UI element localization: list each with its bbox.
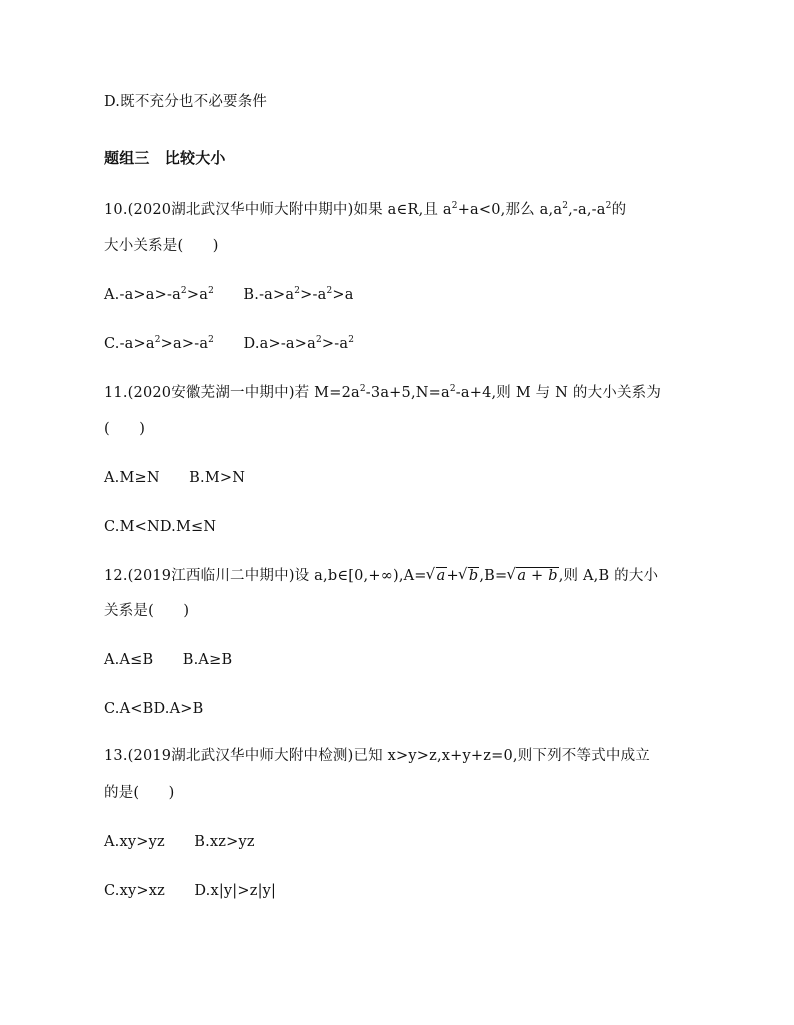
question-13-options-cd: C.xy>xz D.x|y|>z|y| bbox=[104, 883, 277, 899]
question-10-stem-line1 bbox=[104, 200, 626, 220]
q10-exponent: 2 bbox=[605, 201, 612, 211]
q10-option-a: $A.-a>a>-a^2>a^2$ bbox=[104, 286, 214, 303]
q10-text: +a<0,那么 a,a bbox=[457, 202, 563, 218]
q10-exponent: 2 bbox=[451, 201, 458, 211]
sqrt-b: √ b bbox=[459, 566, 479, 586]
question-13-stem-line2: 的是( ) bbox=[104, 785, 175, 801]
q10-text: ,-a,-a bbox=[568, 202, 606, 218]
q10-exponent: 2 bbox=[562, 201, 569, 211]
question-10-options-ab bbox=[104, 285, 354, 305]
q10-text: 的 bbox=[611, 202, 627, 218]
question-9-option-d: D.既不充分也不必要条件 bbox=[104, 94, 268, 110]
question-12-options-cd: C.A<BD.A>B bbox=[104, 701, 204, 717]
question-12-stem-line2: 关系是( ) bbox=[104, 603, 190, 619]
question-13-options-ab: A.xy>yz B.xz>yz bbox=[104, 834, 255, 850]
sqrt-a: √ a bbox=[427, 566, 447, 586]
question-12-stem-line1: 12.(2019江西临川二中期中)设 a,b∈[0,+∞),A=√ a+√ b,B=√ a + b,则 A,B 的大小 bbox=[104, 566, 658, 586]
question-11-options-ab: A.M≥N B.M>N bbox=[104, 470, 246, 486]
q10-option-c: $C.-a>a^2>a>-a^2$ bbox=[104, 335, 215, 352]
question-13-stem-line1: 13.(2019湖北武汉华中师大附中检测)已知 x>y>z,x+y+z=0,则下列不等式中成立 bbox=[104, 748, 650, 764]
section-heading: 题组三 比较大小 bbox=[104, 149, 226, 167]
q10-text: 10.(2020湖北武汉华中师大附中期中)如果 a∈R,且 a bbox=[104, 202, 452, 218]
sqrt-a-plus-b: √ a + b bbox=[507, 566, 558, 586]
question-11-stem-line2: ( ) bbox=[104, 421, 146, 437]
question-10-options-cd bbox=[104, 334, 354, 354]
question-11-options-cd: C.M<ND.M≤N bbox=[104, 519, 217, 535]
question-12-options-ab: A.A≤B B.A≥B bbox=[104, 652, 233, 668]
q10-option-d: $D.a>-a>a^2>-a^2$ bbox=[243, 335, 355, 352]
question-10-stem-line2: 大小关系是( ) bbox=[104, 238, 219, 254]
question-11-stem-line1: 11.(2020安徽芜湖一中期中)若 $M=2a^2-3a+5,N=a^2-a+4$,则 M 与 N 的大小关系为 bbox=[104, 384, 662, 401]
q10-option-b: $B.-a>a^2>-a^2>a$ bbox=[243, 286, 354, 303]
